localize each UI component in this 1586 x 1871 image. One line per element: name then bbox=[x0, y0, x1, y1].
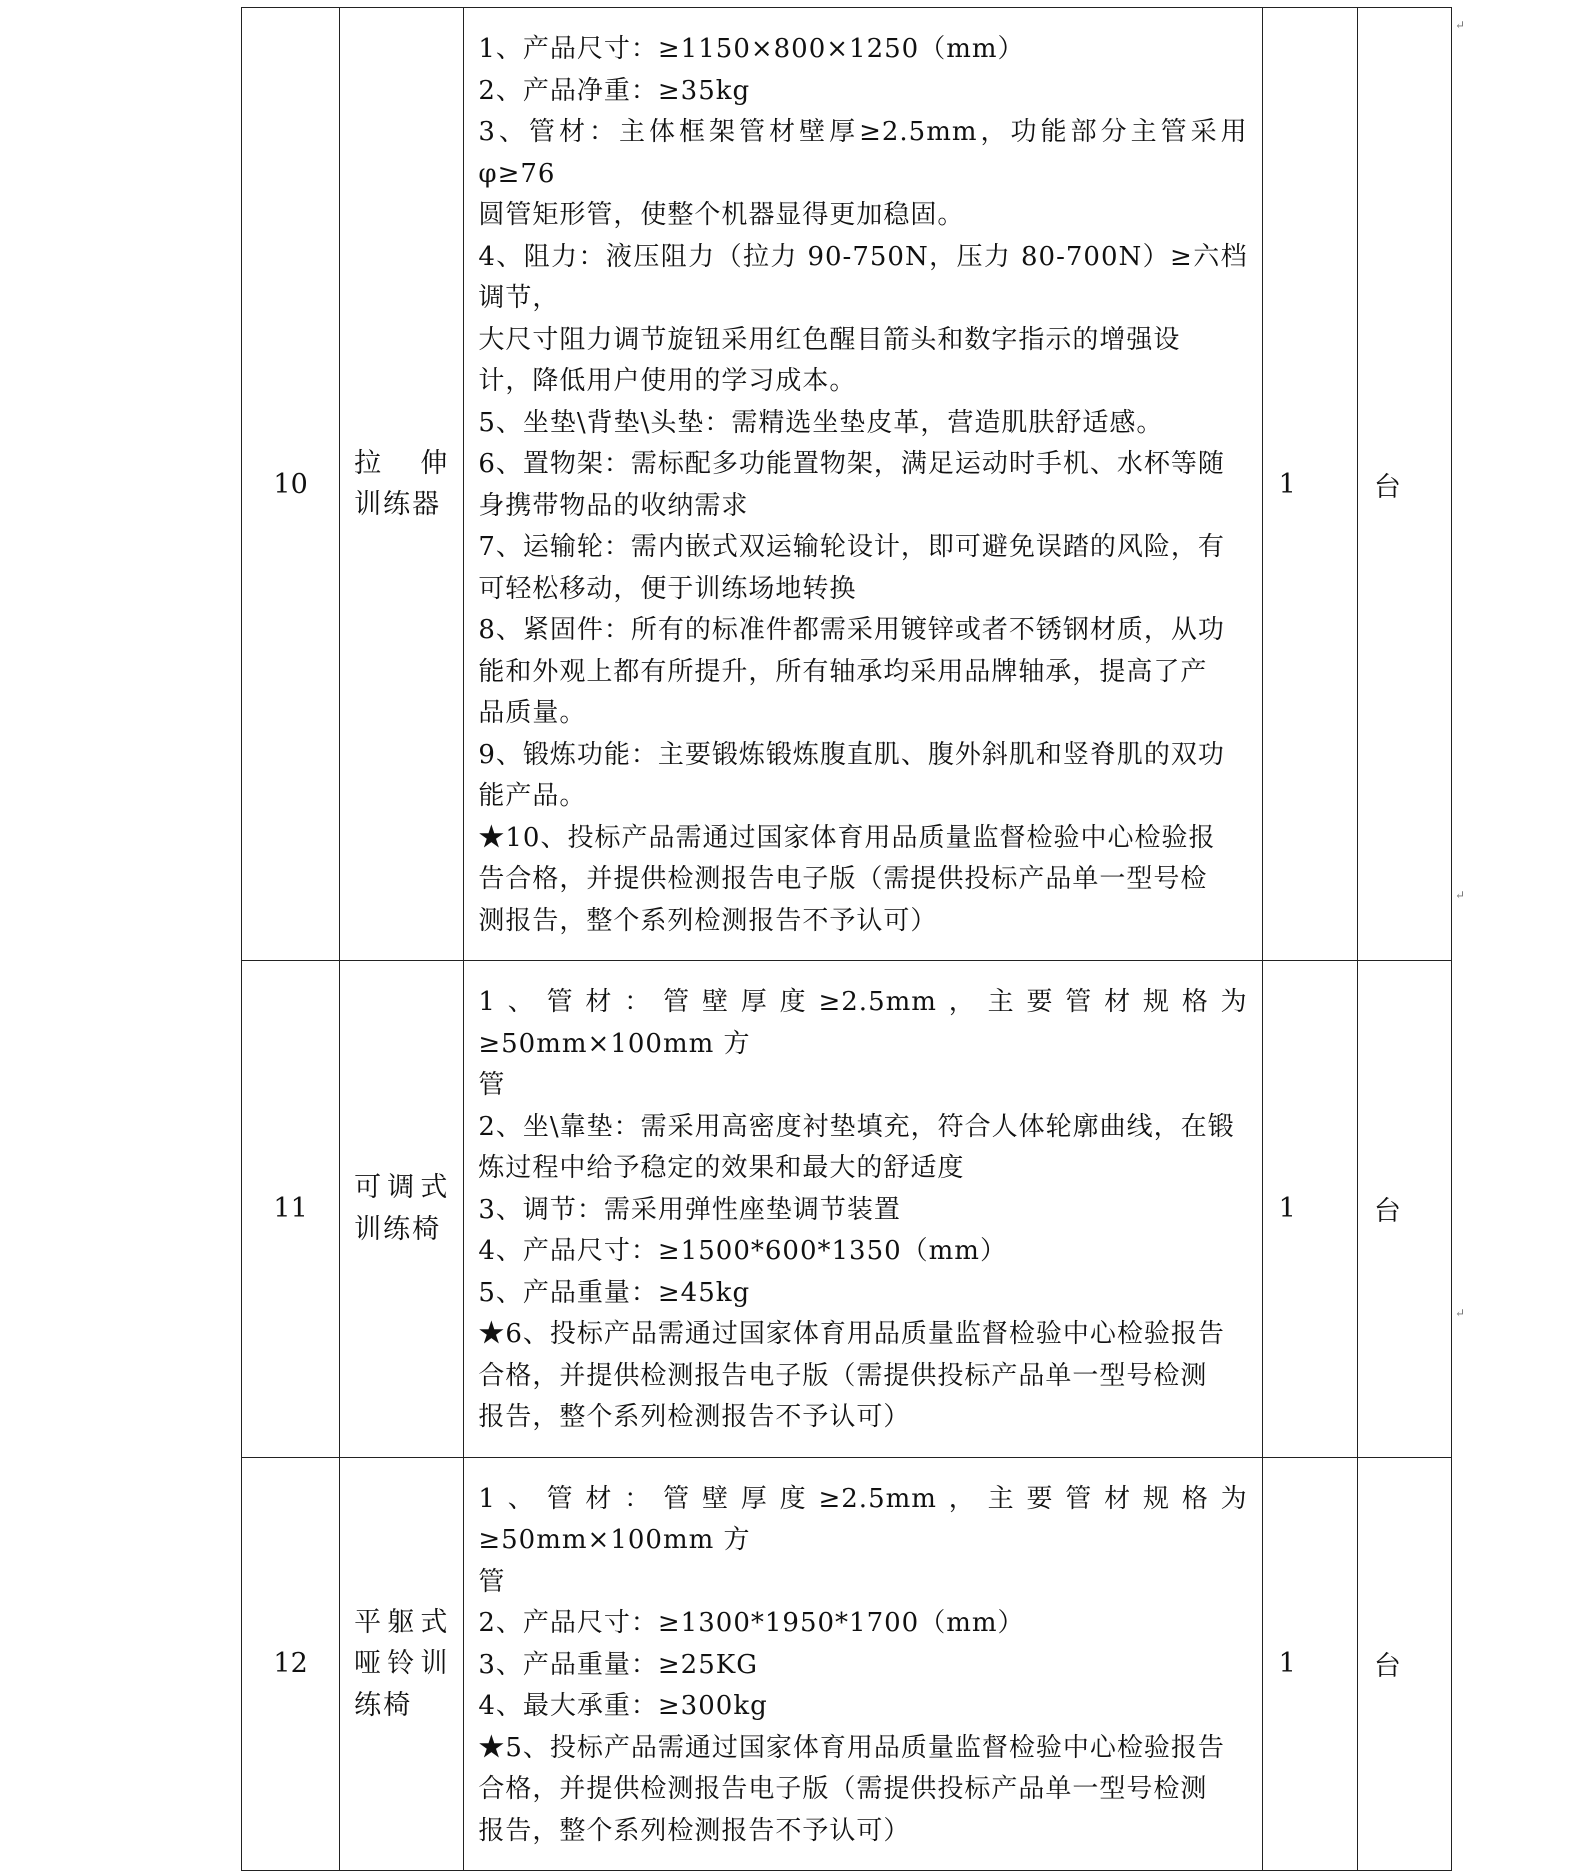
spec-line: 3、管材：主体框架管材壁厚≥2.5mm，功能部分主管采用φ≥76 bbox=[478, 117, 1248, 189]
item-unit: 台 bbox=[1357, 8, 1451, 961]
item-name-line: 拉 伸 bbox=[354, 447, 450, 479]
spec-line: 2、产品尺寸：≥1300*1950*1700（mm） bbox=[478, 1608, 1025, 1638]
spec-line: 可轻松移动，便于训练场地转换 bbox=[478, 573, 857, 604]
item-name-line: 可调式 bbox=[354, 1172, 450, 1204]
item-name bbox=[340, 1457, 464, 1871]
item-quantity: 1 bbox=[1262, 961, 1357, 1458]
spec-line: 计，降低用户使用的学习成本。 bbox=[478, 366, 857, 396]
paragraph-mark-icon: ↵ bbox=[1455, 18, 1466, 32]
spec-line: 炼过程中给予稳定的效果和最大的舒适度 bbox=[478, 1153, 965, 1183]
spec-line: ★10、投标产品需通过国家体育用品质量监督检验中心检验报 bbox=[478, 822, 1216, 853]
spec-line: 管 bbox=[478, 1070, 506, 1100]
spec-line: 圆管矩形管，使整个机器显得更加稳固。 bbox=[478, 200, 965, 230]
spec-line: 报告，整个系列检测报告不予认可） bbox=[478, 1815, 911, 1846]
spec-line: 大尺寸阻力调节旋钮采用红色醒目箭头和数字指示的增强设 bbox=[478, 324, 1181, 355]
spec-table-body bbox=[242, 8, 1452, 1871]
spec-line: 测报告，整个系列检测报告不予认可） bbox=[478, 905, 938, 936]
spec-line: 能产品。 bbox=[478, 781, 587, 811]
item-name-line: 哑铃训 bbox=[354, 1648, 450, 1679]
spec-line: 1、管材：管壁厚度≥2.5mm，主要管材规格为≥50mm×100mm 方 bbox=[478, 1483, 1248, 1555]
spec-line: 品质量。 bbox=[478, 698, 587, 728]
item-number: 10 bbox=[242, 8, 340, 961]
spec-line: 合格，并提供检测报告电子版（需提供投标产品单一型号检测 bbox=[478, 1360, 1208, 1391]
spec-line: 7、运输轮：需内嵌式双运输轮设计，即可避免误踏的风险，有 bbox=[478, 532, 1225, 562]
spec-line: ★6、投标产品需通过国家体育用品质量监督检验中心检验报告 bbox=[478, 1319, 1225, 1349]
spec-line: 3、产品重量：≥25KG bbox=[478, 1649, 758, 1680]
table-row bbox=[242, 961, 1452, 1458]
item-specification bbox=[464, 961, 1262, 1458]
item-number: 11 bbox=[242, 961, 340, 1458]
spec-line: 告合格，并提供检测报告电子版（需提供投标产品单一型号检 bbox=[478, 864, 1208, 894]
item-unit: 台 bbox=[1357, 961, 1451, 1458]
item-name-line: 练椅 bbox=[354, 1689, 413, 1721]
spec-line: ★5、投标产品需通过国家体育用品质量监督检验中心检验报告 bbox=[478, 1732, 1225, 1763]
item-quantity: 1 bbox=[1262, 8, 1357, 961]
item-quantity: 1 bbox=[1262, 1457, 1357, 1871]
spec-line: 6、置物架：需标配多功能置物架，满足运动时手机、水杯等随 bbox=[478, 449, 1225, 479]
item-name-line: 训练器 bbox=[354, 489, 442, 520]
spec-line: 2、产品净重：≥35kg bbox=[478, 75, 751, 106]
item-name bbox=[340, 8, 464, 961]
spec-line: 能和外观上都有所提升，所有轴承均采用品牌轴承，提高了产 bbox=[478, 656, 1208, 687]
spec-line: 报告，整个系列检测报告不予认可） bbox=[478, 1402, 911, 1432]
item-name-line: 训练椅 bbox=[354, 1213, 442, 1245]
paragraph-mark-icon: ↵ bbox=[1455, 888, 1466, 902]
item-number: 12 bbox=[242, 1457, 340, 1871]
spec-line: 3、调节：需采用弹性座垫调节装置 bbox=[478, 1194, 901, 1225]
spec-line: 身携带物品的收纳需求 bbox=[478, 490, 749, 521]
table-row bbox=[242, 8, 1452, 961]
spec-line: 5、坐垫\背垫\头垫：需精选坐垫皮革，营造肌肤舒适感。 bbox=[478, 407, 1164, 438]
spec-line: 4、阻力：液压阻力（拉力 90-750N，压力 80-700N）≥六档调节， bbox=[478, 241, 1248, 313]
spec-line: 5、产品重量：≥45kg bbox=[478, 1277, 751, 1308]
item-specification bbox=[464, 1457, 1262, 1871]
spec-line: 2、坐\靠垫：需采用高密度衬垫填充，符合人体轮廓曲线，在锻 bbox=[478, 1111, 1235, 1142]
table-row bbox=[242, 1457, 1452, 1871]
spec-line: 1、产品尺寸：≥1150×800×1250（mm） bbox=[478, 34, 1025, 64]
item-name-line: 平躯式 bbox=[354, 1606, 450, 1638]
spec-line: 9、锻炼功能：主要锻炼锻炼腹直肌、腹外斜肌和竖脊肌的双功 bbox=[478, 739, 1225, 770]
spec-line: 1、管材：管壁厚度≥2.5mm，主要管材规格为≥50mm×100mm 方 bbox=[478, 987, 1248, 1059]
spec-line: 4、最大承重：≥300kg bbox=[478, 1691, 768, 1721]
item-specification bbox=[464, 8, 1262, 961]
item-name bbox=[340, 961, 464, 1458]
paragraph-mark-icon: ↵ bbox=[1455, 1306, 1466, 1320]
spec-line: 管 bbox=[478, 1566, 506, 1597]
spec-line: 8、紧固件：所有的标准件都需采用镀锌或者不锈钢材质，从功 bbox=[478, 615, 1225, 645]
spec-line: 合格，并提供检测报告电子版（需提供投标产品单一型号检测 bbox=[478, 1774, 1208, 1804]
item-unit: 台 bbox=[1357, 1457, 1451, 1871]
equipment-spec-table bbox=[241, 7, 1452, 1871]
spec-line: 4、产品尺寸：≥1500*600*1350（mm） bbox=[478, 1236, 1007, 1266]
